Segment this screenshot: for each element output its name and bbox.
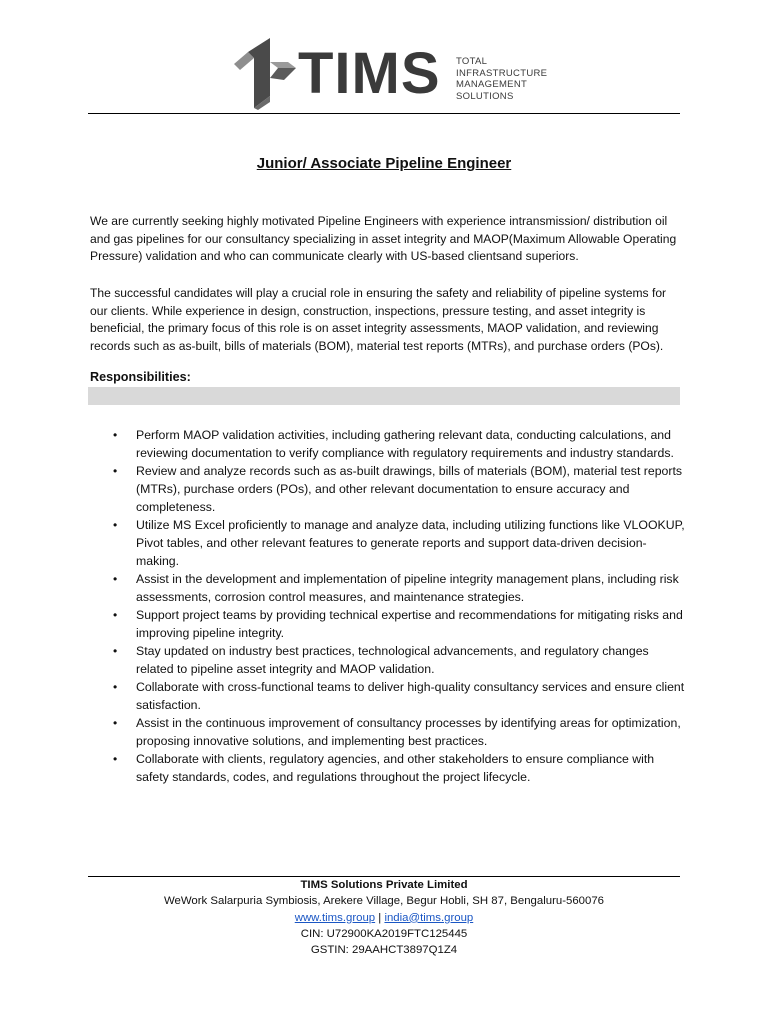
list-item (113, 750, 686, 786)
tims-logo-mark-icon (230, 38, 302, 110)
list-item-text: Perform MAOP validation activities, including gathering relevant data, conducting calculations, and reviewing documentation to verify compliance with regulatory requirements and industry standards. (136, 428, 674, 460)
tagline-line: MANAGEMENT (456, 79, 528, 90)
bullet-icon: • (113, 716, 118, 730)
list-item-text: Assist in the continuous improvement of consultancy processes by identifying areas for optimization, proposing innovative solutions, and implementing best practices. (136, 716, 681, 748)
bullet-icon: • (113, 644, 118, 658)
footer-links (0, 910, 768, 926)
list-item-text: Support project teams by providing technical expertise and recommendations for mitigating risks and improving pipeline integrity. (136, 608, 683, 640)
list-item (113, 462, 686, 516)
logo-tagline (456, 56, 547, 102)
bullet-icon: • (113, 464, 118, 478)
footer (0, 877, 768, 958)
bullet-icon: • (113, 518, 118, 532)
footer-address: WeWork Salarpuria Symbiosis, Arekere Village, Begur Hobli, SH 87, Bengaluru-560076 (163, 895, 605, 908)
responsibilities-list (113, 426, 686, 786)
bullet-icon: • (113, 680, 118, 694)
email-link[interactable]: india@tims.group (384, 911, 474, 924)
logo-wordmark: TIMS (298, 41, 441, 106)
bullet-icon: • (113, 752, 118, 766)
tagline-line: SOLUTIONS (456, 90, 514, 102)
list-item-text: Stay updated on industry best practices, technological advancements, and regulatory changes related to pipeline asset integrity and MAOP validation. (136, 644, 649, 676)
list-item (113, 642, 686, 678)
list-item (113, 570, 686, 606)
intro-paragraph: We are currently seeking highly motivated Pipeline Engineers with experience intransmission/ distribution oil and gas pipelines for our consultancy specializing in asset integrity and MAOP(Maximum Allowable Operating Pressure) validation and who can communicate clearly with US-based clientsand superiors. (90, 214, 677, 264)
list-item-text: Utilize MS Excel proficiently to manage and analyze data, including utilizing functions like VLOOKUP, Pivot tables, and other relevant features to generate reports and support data-driven decision-making. (136, 518, 685, 568)
tagline-line: TOTAL (456, 56, 488, 67)
list-item-text: Collaborate with clients, regulatory agencies, and other stakeholders to ensure compliance with safety standards, codes, and regulations throughout the project lifecycle. (136, 752, 655, 784)
link-separator: | (378, 911, 382, 924)
bullet-icon: • (113, 608, 118, 622)
list-item-text: Assist in the development and implementation of pipeline integrity management plans, including risk assessments, corrosion control measures, and maintenance strategies. (136, 572, 679, 604)
list-item-text: Review and analyze records such as as-built drawings, bills of materials (BOM), material test reports (MTRs), purchase orders (POs), and other relevant documentation to ensure accuracy and completeness. (136, 464, 683, 514)
list-item (113, 426, 686, 462)
footer-company: TIMS Solutions Private Limited (300, 879, 468, 891)
bullet-icon: • (113, 572, 118, 586)
role-paragraph: The successful candidates will play a crucial role in ensuring the safety and reliability of pipeline systems for our clients. While experience in design, construction, inspections, pressure testing, and asset integrity is beneficial, the primary focus of this role is on asset integrity assessments, MAOP validation, and reviewing records such as as-built, bills of materials (BOM), material test reports (MTRs), and purchase orders (POs). (90, 286, 667, 353)
footer-cin: CIN: U72900KA2019FTC125445 (300, 927, 468, 940)
website-link[interactable]: www.tims.group (294, 911, 376, 924)
section-band (88, 387, 680, 405)
job-title: Junior/ Associate Pipeline Engineer (256, 155, 512, 172)
list-item (113, 714, 686, 750)
tagline-line: INFRASTRUCTURE (456, 67, 548, 79)
list-item (113, 516, 686, 570)
header-divider (88, 113, 680, 114)
footer-gstin: GSTIN: 29AAHCT3897Q1Z4 (310, 944, 458, 957)
responsibilities-heading: Responsibilities: (90, 370, 191, 384)
bullet-icon: • (113, 428, 118, 442)
tims-logo (230, 38, 550, 112)
list-item (113, 606, 686, 642)
list-item (113, 678, 686, 714)
list-item-text: Collaborate with cross-functional teams to deliver high-quality consultancy services and ensure client satisfaction. (136, 680, 685, 712)
